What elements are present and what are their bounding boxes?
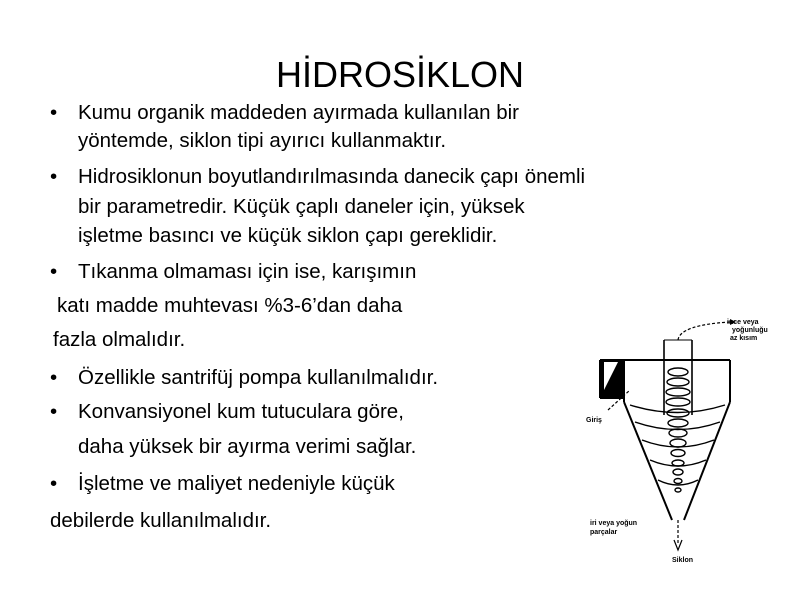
bullet-marker: • [50, 366, 58, 389]
label-caption: Siklon [672, 557, 694, 564]
bullet-text: Hidrosiklonun boyutlandırılmasında danecik çapı önemli [78, 165, 586, 188]
bullet-text: Kumu organik maddeden ayırmada kullanılan bir [78, 101, 520, 124]
slide-title: HİDROSİKLON [275, 54, 525, 95]
bullet-text: bir parametredir. Küçük çaplı daneler için, yüksek [78, 195, 525, 218]
bullet-text: işletme basıncı ve küçük siklon çapı gereklidir. [78, 224, 498, 247]
bullet-marker: • [50, 400, 58, 423]
bullet-marker: • [50, 260, 58, 283]
bullet-text: daha yüksek bir ayırma verimi sağlar. [78, 435, 417, 458]
bullet-text: Özellikle santrifüj pompa kullanılmalıdır. [78, 366, 439, 389]
bullet-text: debilerde kullanılmalıdır. [50, 509, 272, 532]
label-inlet: Giriş [586, 417, 602, 424]
bullet-text: İşletme ve maliyet nedeniyle küçük [78, 472, 395, 495]
bullet-text: yöntemde, siklon tipi ayırıcı kullanmaktır. [78, 129, 447, 152]
label-coarse-2: parçalar [590, 529, 618, 536]
vortex-spiral [630, 368, 725, 492]
label-fine-3: az kısım [730, 335, 758, 342]
bullet-marker: • [50, 472, 58, 495]
bullet-marker: • [50, 101, 58, 124]
label-fine-1: ince veya [727, 319, 759, 326]
overflow-arrow [678, 322, 730, 340]
label-coarse-1: iri veya yoğun [590, 520, 638, 527]
bullet-text: Konvansiyonel kum tutuculara göre, [78, 400, 404, 423]
bullet-text: fazla olmalıdır. [53, 328, 186, 351]
bullet-marker: • [50, 165, 58, 188]
bullet-text: Tıkanma olmaması için ise, karışımın [78, 260, 417, 283]
label-fine-2: yoğunluğu [732, 327, 768, 334]
bullet-text: katı madde muhtevası %3-6’dan daha [57, 294, 403, 317]
hydrocyclone-diagram [580, 310, 800, 590]
